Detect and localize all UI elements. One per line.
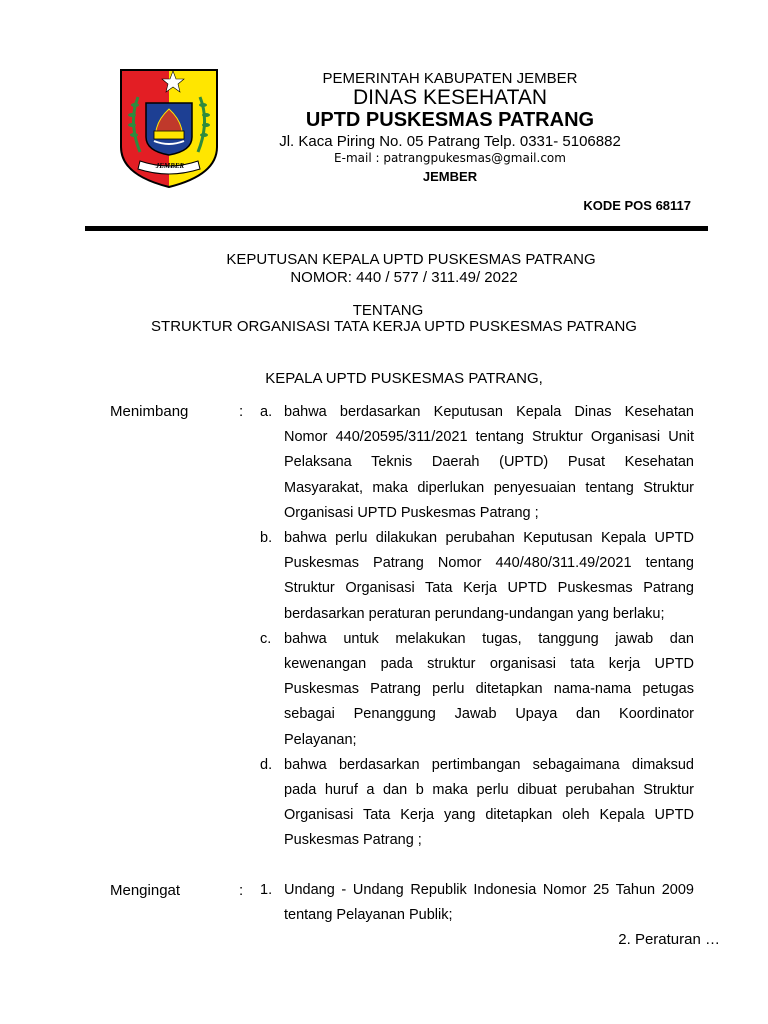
continuation-note: 2. Peraturan … [618, 931, 720, 948]
menimbang-list [260, 400, 694, 854]
city-name: JEMBER [422, 169, 478, 184]
menimbang-label: Menimbang [110, 403, 189, 420]
list-marker: 1. [260, 882, 273, 898]
list-marker: a. [260, 404, 273, 420]
letterhead-divider [85, 226, 708, 231]
email-line: E-mail : patrangpukesmas@gmail.com [334, 151, 566, 165]
subject-text: STRUKTUR ORGANISASI TATA KERJA UPTD PUSKESMAS PATRANG [151, 318, 637, 335]
mengingat-label: Mengingat [110, 882, 181, 899]
decree-number: NOMOR: 440 / 577 / 311.49/ 2022 [290, 269, 518, 286]
list-item-text: bahwa berdasarkan pertimbangan sebagaimana dimaksud pada huruf a dan b maka perlu dibuat perubahan Struktur Organisasi Tata Kerja yang ditetapkan oleh Kepala UPTD Puskesmas Patrang ; [284, 756, 694, 849]
postal-code: KODE POS 68117 [583, 198, 691, 213]
issuer-line: KEPALA UPTD PUSKESMAS PATRANG, [265, 370, 543, 387]
menimbang-colon: : [239, 403, 244, 420]
list-item [260, 753, 694, 854]
decree-title: KEPUTUSAN KEPALA UPTD PUSKESMAS PATRANG [226, 251, 596, 268]
list-marker: c. [260, 630, 272, 647]
subject-heading: TENTANG [352, 302, 424, 319]
list-marker: d. [260, 756, 273, 773]
list-item-text: bahwa berdasarkan Keputusan Kepala Dinas Kesehatan Nomor 440/20595/311/2021 tentang Struktur Organisasi Unit Pelaksana Teknis Daerah (UPTD) Pusat Kesehatan Masyarakat, maka diperlukan penyesuaian tentang Struktur Organisasi UPTD Puskesmas Patrang ; [284, 404, 694, 521]
list-item [260, 878, 694, 928]
mengingat-colon: : [239, 882, 244, 899]
address-line: Jl. Kaca Piring No. 05 Patrang Telp. 0331- 5106882 [279, 133, 621, 150]
list-item-text: bahwa untuk melakukan tugas, tanggung jawab dan kewenangan pada struktur organisasi tata kerja UPTD Puskesmas Patrang perlu ditetapkan nama-nama petugas sebagai Penanggung Jawab Upaya dan Koordinator Pelayanan; [284, 630, 694, 748]
mengingat-list [260, 878, 694, 928]
logo-banner-text: JEMBER [155, 162, 185, 170]
list-item [260, 526, 694, 627]
organization-name: UPTD PUSKESMAS PATRANG [305, 109, 595, 131]
list-marker: b. [260, 530, 273, 547]
list-item [260, 400, 694, 526]
list-item-text: bahwa perlu dilakukan perubahan Keputusan Kepala UPTD Puskesmas Patrang Nomor 440/480/311.49/2021 tentang Struktur Organisasi Tata Kerja UPTD Puskesmas Patrang berdasarkan peraturan perundang-undangan yang berlaku; [284, 530, 694, 622]
government-name: PEMERINTAH KABUPATEN JEMBER [322, 70, 578, 87]
list-item [260, 627, 694, 753]
department-name: DINAS KESEHATAN [352, 86, 548, 109]
list-item-text: Undang - Undang Republik Indonesia Nomor 25 Tahun 2009 tentang Pelayanan Publik; [284, 882, 694, 924]
